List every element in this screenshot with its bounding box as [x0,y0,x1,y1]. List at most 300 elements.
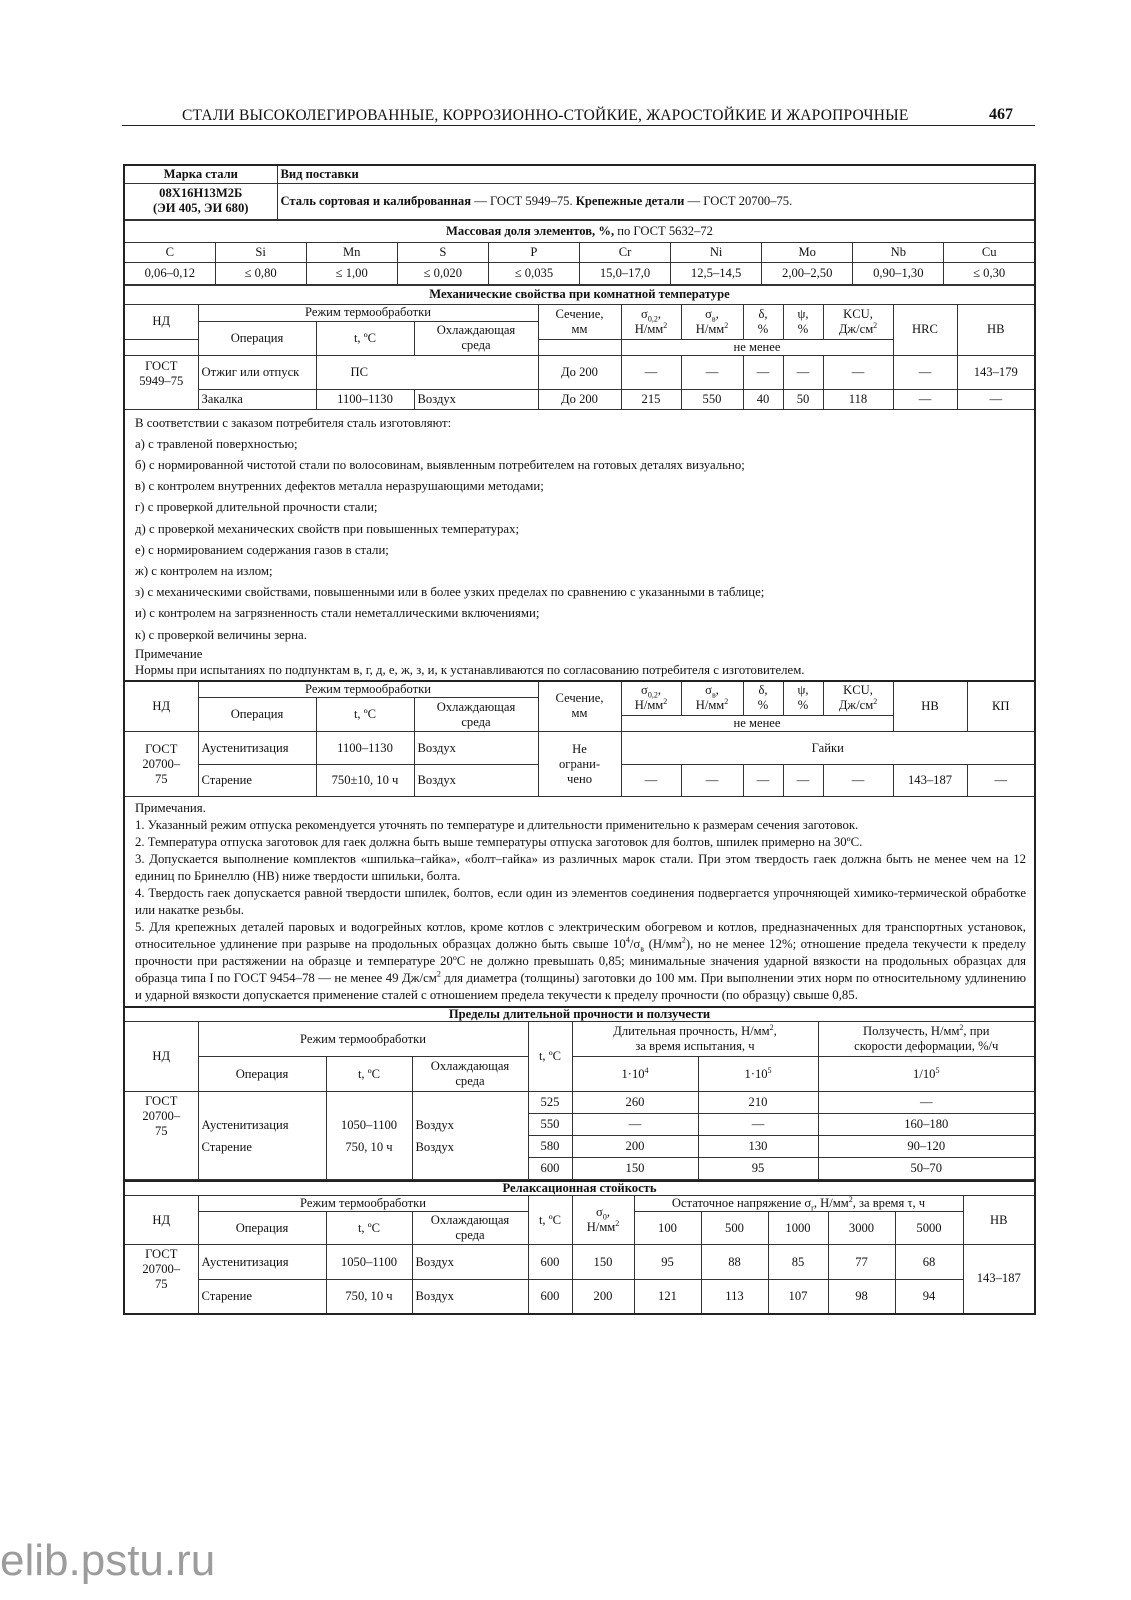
element: C [124,242,215,262]
relax-title: Релаксационная стойкость [124,1181,1035,1196]
running-header [122,103,1035,126]
relax-val: 94 [895,1280,963,1314]
relax-temp: 600 [528,1280,572,1314]
h-notless: не менее [621,339,893,355]
mech-nd: ГОСТ 5949–75 [124,355,198,409]
nd-2: 20700– [142,1262,181,1277]
fast-val: — [743,765,783,797]
note-item: 4. Твердость гаек допускается равной твердости шпилек, болтов, если один из элементов соединения подвергается упрочняющей химико-термической обработке или накатке резьбы. [135,886,1026,918]
h-sec-blank [538,339,621,355]
h-s0: $\sigma_0$, $Н/мм^2$ [572,1196,634,1245]
creep-c: — [818,1092,1035,1114]
h-creep [818,1022,1035,1057]
sup: 2 [873,697,878,707]
order-note-label: Примечание [135,646,203,661]
relax-val: 98 [828,1280,895,1314]
mech-val: — [681,355,743,389]
element: Nb [853,242,944,262]
sup: 2 [615,1219,620,1229]
h-resid-3: , за время τ, ч [852,1196,926,1211]
relax-t: 750, 10 ч [326,1280,412,1314]
h-cool-1: Охлаждающая [430,1213,510,1228]
list-item: б) с нормированной чистотой стали по волосовинам, выявленным потребителем на готовых деталях визуально; [135,457,745,472]
h-t: t, ºС [326,1212,412,1245]
pct: % [757,698,769,713]
h-mode: Режим термообработки [198,304,538,321]
element-value: ≤ 0,020 [397,262,488,284]
running-header-title: СТАЛИ ВЫСОКОЛЕГИРОВАННЫЕ, КОРРОЗИОННО-СТОЙКИЕ, ЖАРОСТОЙКИЕ И ЖАРОПРОЧНЫЕ [182,107,909,124]
mech-val: 550 [681,389,743,409]
element-value: 0,90–1,30 [853,262,944,284]
grade-name: 08Х16Н13М2Б [159,186,243,200]
mech-val: 40 [743,389,783,409]
list-item: в) с контролем внутренних дефектов металла неразрушающими методами; [135,479,544,494]
h-delta [743,304,783,339]
sec-1: Не [572,741,587,756]
mech-val: 50 [783,389,823,409]
h-nd-blank [124,339,198,355]
sec-2: ограни- [559,756,601,771]
creep-t-2: 750, 10 ч [345,1139,393,1154]
relax-val: 113 [701,1280,768,1314]
h-s02: $\sigma_{0,2}$, $Н/мм^2$ [621,681,681,716]
sup: 4 [625,935,630,945]
creep-a: 200 [572,1136,698,1158]
h-op: Операция [198,1212,326,1245]
h-hrc: HRC [893,304,957,355]
mech-val: — [893,355,957,389]
fast-t: 1100–1130 [316,732,414,765]
h-cool-2: среда [461,714,491,729]
fast-op: Старение [198,765,316,797]
creep-b: 95 [698,1158,818,1180]
h-op: Операция [198,321,316,355]
sub: в [711,314,716,324]
mech-t: ПС [316,355,538,389]
relax-s0: 150 [572,1245,634,1280]
creep-table [123,1006,1036,1180]
sup: 2 [663,320,668,330]
creep-c: 90–120 [818,1136,1035,1158]
creep-b: — [698,1114,818,1136]
delta: δ, [758,683,768,698]
h-time: 1000 [768,1212,828,1245]
h-time: 5000 [895,1212,963,1245]
nuts-label: Гайки [621,732,1035,765]
kcu: KCU, [843,306,873,321]
sup: 5 [767,1065,772,1075]
unit: Н/мм [695,321,725,336]
sup: 2 [681,935,686,945]
order-intro: В соответствии с заказом потребителя сталь изготовляют: [135,415,452,430]
h-hb: HB [963,1196,1035,1245]
h-cool-1: Охлаждающая [436,699,516,714]
nd-2: 20700– [142,756,181,771]
kcu-unit: Дж/см [838,321,874,336]
relax-hb: 143–187 [963,1245,1035,1314]
fast-val: — [783,765,823,797]
h-psi [783,304,823,339]
supply-a-bold: Сталь сортовая и калиброванная [280,193,472,208]
h-kcu [823,681,893,716]
mech-val: — [893,389,957,409]
creep-nd [124,1092,198,1180]
sup: 2 [724,697,729,707]
relax-cool: Воздух [412,1280,528,1314]
h-cool [412,1212,528,1245]
element-value: 15,0–17,0 [579,262,670,284]
h-longterm: Длительная прочность, $Н/мм^2$, за время испытания, ч [572,1022,818,1057]
h-rate-base: 1/10 [913,1066,936,1081]
relax-cool: Воздух [412,1245,528,1280]
grade-label: Марка стали [124,165,277,183]
h-cr-1: Ползучесть, Н/мм [863,1024,960,1039]
fast-sec [538,732,621,797]
sup: 2 [436,969,441,979]
sub: 0,2 [647,314,658,324]
h-resid-1: Остаточное напряжение σ [671,1196,812,1211]
mech-val: — [823,355,893,389]
watermark: elib.pstu.ru [0,1536,216,1585]
note-item: 2. Температура отпуска заготовок для гаек должна быть выше температуры отпуска заготовок для болтов, шпилек примерно на 30ºС. [135,835,863,850]
n5c: (Н/мм [644,937,682,952]
relax-val: 121 [634,1280,701,1314]
sub: в [640,944,645,954]
h-notless: не менее [621,716,893,732]
relax-temp: 600 [528,1245,572,1280]
mech-sec: До 200 [538,389,621,409]
h-psi [783,681,823,716]
sup: 2 [873,320,878,330]
page-number: 467 [989,106,1013,123]
table-row [124,1245,1035,1280]
table-row [124,389,1035,409]
sub: в [711,691,716,700]
table-row [124,732,1035,765]
element: Mo [762,242,853,262]
mech-val: 118 [823,389,893,409]
mech-op: Закалка [198,389,316,409]
h-cr-2: скорости деформации, %/ч [854,1039,999,1054]
nd-3: 75 [154,1277,168,1292]
h-time: 500 [701,1212,768,1245]
h-nd: НД [124,304,198,339]
pct: % [797,698,809,713]
h-section [538,304,621,339]
h-hb: HB [957,304,1035,355]
supply-b: — ГОСТ 20700–75. [684,193,793,208]
h-t: t, ºС [326,1057,412,1092]
n5d: ), но не менее 12%; отношение предела текучести к пределу прочности при растяжении на образце и температуре 20ºС не должно превышать 0,85; минимальные значения ударной вязкости на продольных образцах для образца типа I по ГОСТ 9454–78 — не менее 49 Дж/см [135,937,1026,986]
fasteners-table [123,680,1036,798]
list-item: д) с проверкой механических свойств при повышенных температурах; [135,521,520,536]
sup: 2 [959,1023,964,1033]
h-t: t, ºС [528,1022,572,1092]
h-sb: $\sigma_в$, $Н/мм^2$ [681,681,743,716]
mech-title: Механические свойства при комнатной температуре [124,285,1035,304]
supply-b-bold: Крепежные детали [575,193,685,208]
h-mode: Режим термообработки [198,1196,528,1212]
creep-op-2: Старение [201,1139,252,1154]
sub: 0,2 [647,691,658,700]
composition-title-bold: Массовая доля элементов, %, [446,223,615,238]
steel-datasheet [123,164,1036,1315]
unit: Н/мм [634,321,664,336]
relax-val: 107 [768,1280,828,1314]
relax-val: 88 [701,1245,768,1280]
creep-op-1: Аустенитизация [201,1117,289,1132]
composition-title [124,220,1035,242]
psi: ψ, [797,306,809,321]
creep-cool [412,1092,528,1180]
h-section-2: мм [571,706,588,721]
h-cool-1: Охлаждающая [430,1059,510,1074]
h-rate [818,1057,1035,1092]
creep-a: 150 [572,1158,698,1180]
creep-title: Пределы длительной прочности и ползучести [124,1007,1035,1022]
h-1e4 [572,1057,698,1092]
element-value: 2,00–2,50 [762,262,853,284]
sigma: σ [705,306,712,321]
sub: 0 [602,1212,607,1222]
creep-cool-2: Воздух [415,1139,454,1154]
sigma: σ [596,1205,603,1220]
n5e: для диаметра (толщины) заготовки до 100 мм. При выполнении этих норм по относительному удлинению и ударной вязкости допускается применение сталей с отношением предела текучести к пределу прочности (по образцу) свыше 0,85. [135,971,1026,1003]
creep-b: 210 [698,1092,818,1114]
creep-c: 160–180 [818,1114,1035,1136]
h-cool [412,1057,528,1092]
sup: 2 [848,1195,853,1205]
relax-val: 85 [768,1245,828,1280]
sigma: σ [641,683,648,698]
element-value: ≤ 0,80 [215,262,306,284]
element-value: ≤ 0,30 [944,262,1035,284]
element: P [488,242,579,262]
h-time: 3000 [828,1212,895,1245]
creep-temp: 550 [528,1114,572,1136]
fast-op: Аустенитизация [198,732,316,765]
h-nd: НД [124,1022,198,1092]
h-1e5-base: 1·10 [744,1066,768,1081]
h-resid-2: , Н/мм [813,1196,849,1211]
h-cr-1b: , при [963,1024,990,1039]
element: Cu [944,242,1035,262]
pct: % [757,321,769,336]
nd-2: 20700– [142,1109,181,1124]
h-hb: HB [893,681,967,732]
grade-table [123,164,1036,220]
h-lp-1: Длительная прочность, Н/мм [613,1024,770,1039]
mech-table [123,285,1036,410]
mech-val: 215 [621,389,681,409]
h-section [538,681,621,732]
h-1e5 [698,1057,818,1092]
h-cool [414,321,538,355]
relax-table [123,1180,1036,1315]
h-mode: Режим термообработки [198,1022,528,1057]
order-note: Нормы при испытаниях по подпунктам в, г, д, е, ж, з, и, к устанавливаются по согласованию потребителя с изготовителем. [135,662,805,677]
mech-cool: Воздух [414,389,538,409]
element: Mn [306,242,397,262]
h-sb: $\sigma_в$, $Н/мм^2$ [681,304,743,339]
sup: 4 [644,1065,649,1075]
creep-b: 130 [698,1136,818,1158]
creep-t-1: 1050–1100 [340,1117,398,1132]
creep-op [198,1092,326,1180]
unit: Н/мм [586,1220,616,1235]
element: Cr [579,242,670,262]
pct: % [797,321,809,336]
element-value: 0,06–0,12 [124,262,215,284]
nd-3: 75 [154,771,168,786]
sup: 5 [935,1065,940,1075]
element-value: 12,5–14,5 [671,262,762,284]
mech-val: — [783,355,823,389]
relax-nd [124,1245,198,1314]
h-kcu [823,304,893,339]
notes-block [123,797,1036,1006]
element: Ni [671,242,762,262]
supply-a: — ГОСТ 5949–75. [471,193,576,208]
h-t: t, ºС [316,698,414,732]
relax-val: 77 [828,1245,895,1280]
composition-values-row [124,262,1035,284]
supply-value [277,183,1035,219]
creep-c: 50–70 [818,1158,1035,1180]
fast-cool: Воздух [414,732,538,765]
h-lp-2: за время испытания, ч [635,1039,755,1054]
notes-label: Примечания. [135,801,206,816]
h-section-1: Сечение, [555,691,604,706]
list-item: и) с контролем на загрязненность стали неметаллическими включениями; [135,606,540,621]
creep-a: — [572,1114,698,1136]
unit: Н/мм [634,698,664,713]
fast-val: 143–187 [893,765,967,797]
h-cool-2: среда [455,1228,485,1243]
mech-val: 143–179 [957,355,1035,389]
table-row [124,1280,1035,1314]
h-nd: НД [124,681,198,732]
sup: 2 [724,320,729,330]
unit: Н/мм [695,698,725,713]
sup: 2 [663,697,668,707]
h-time: 100 [634,1212,701,1245]
mech-op: Отжиг или отпуск [198,355,316,389]
h-op: Операция [198,698,316,732]
table-row [124,355,1035,389]
fast-val: — [823,765,893,797]
fast-val: — [967,765,1035,797]
composition-elements-row [124,242,1035,262]
delta: δ, [758,306,768,321]
creep-temp: 525 [528,1092,572,1114]
sup: 2 [769,1023,774,1033]
mech-sec: До 200 [538,355,621,389]
kcu: KCU, [843,683,873,698]
h-cool-2: среда [455,1074,485,1089]
relax-op: Старение [198,1280,326,1314]
grade-alt: (ЭИ 405, ЭИ 680) [153,201,249,215]
fast-t: 750±10, 10 ч [316,765,414,797]
h-s02: $\sigma_{0,2}$, $Н/мм^2$ [621,304,681,339]
h-resid [634,1196,963,1212]
nd-3: 75 [154,1124,168,1139]
note-item: 1. Указанный режим отпуска рекомендуется уточнять по температуре и длительности применительно к размерам сечения заготовок. [135,818,859,833]
relax-t: 1050–1100 [326,1245,412,1280]
sigma: σ [705,683,712,698]
h-mode: Режим термообработки [198,681,538,698]
sec-3: чено [567,771,592,786]
element: S [397,242,488,262]
supply-label: Вид поставки [277,165,1035,183]
list-item: з) с механическими свойствами, повышенными или в более узких пределах по сравнению с указанными в таблице; [135,585,765,600]
table-row [124,1092,1035,1114]
fast-nd [124,732,198,797]
creep-a: 260 [572,1092,698,1114]
h-op: Операция [198,1057,326,1092]
relax-op: Аустенитизация [198,1245,326,1280]
relax-s0: 200 [572,1280,634,1314]
nd-1: ГОСТ [145,1247,178,1262]
h-t: t, ºС [528,1196,572,1245]
h-section-2: мм [571,321,588,336]
nd-1: ГОСТ [145,1094,178,1109]
relax-val: 95 [634,1245,701,1280]
h-cool [414,698,538,732]
list-item: а) с травленой поверхностью; [135,436,298,451]
list-item: к) с проверкой величины зерна. [135,627,307,642]
h-section-1: Сечение, [555,306,604,321]
composition-title-rest: по ГОСТ 5632–72 [614,223,713,238]
h-1e4-base: 1·10 [621,1066,645,1081]
creep-cool-1: Воздух [415,1117,454,1132]
h-delta [743,681,783,716]
mech-val: — [957,389,1035,409]
kcu-unit: Дж/см [838,698,874,713]
fast-cool: Воздух [414,765,538,797]
h-t: t, ºС [316,321,414,355]
element-value: ≤ 1,00 [306,262,397,284]
nd-1: ГОСТ [145,741,178,756]
composition-table [123,220,1036,285]
grade-value [124,183,277,219]
relax-val: 68 [895,1245,963,1280]
mech-t: 1100–1130 [316,389,414,409]
h-cool-2: среда [461,338,491,352]
creep-temp: 600 [528,1158,572,1180]
fast-val: — [621,765,681,797]
h-cool-1: Охлаждающая [436,323,516,337]
creep-t [326,1092,412,1180]
creep-temp: 580 [528,1136,572,1158]
n5a: 5. Для крепежных деталей паровых и водогрейных котлов, кроме котлов с электрическим обогревом и котлов, предназначенных для транспортных установок, относительное удлинение при разрыве на продольных образцах должно быть свыше 10 [135,920,1026,952]
list-item: е) с нормированием содержания газов в стали; [135,542,389,557]
fast-val: — [681,765,743,797]
note-item [135,919,1026,1004]
sigma: σ [641,306,648,321]
h-nd: НД [124,1196,198,1245]
list-item: г) с проверкой длительной прочности стали; [135,500,378,515]
n5b: /σ [629,937,641,952]
psi: ψ, [797,683,809,698]
h-kp: КП [967,681,1035,732]
note-item: 3. Допускается выполнение комплектов «шпилька–гайка», «болт–гайка» из различных марок стали. При этом твердость гаек должна быть не менее чем на 12 единиц по Бринеллю (НВ) ниже твердости шпильки, болта. [135,852,1026,884]
element-value: ≤ 0,035 [488,262,579,284]
sub: r [811,1203,814,1212]
element: Si [215,242,306,262]
mech-val: — [743,355,783,389]
list-item: ж) с контролем на излом; [135,563,273,578]
